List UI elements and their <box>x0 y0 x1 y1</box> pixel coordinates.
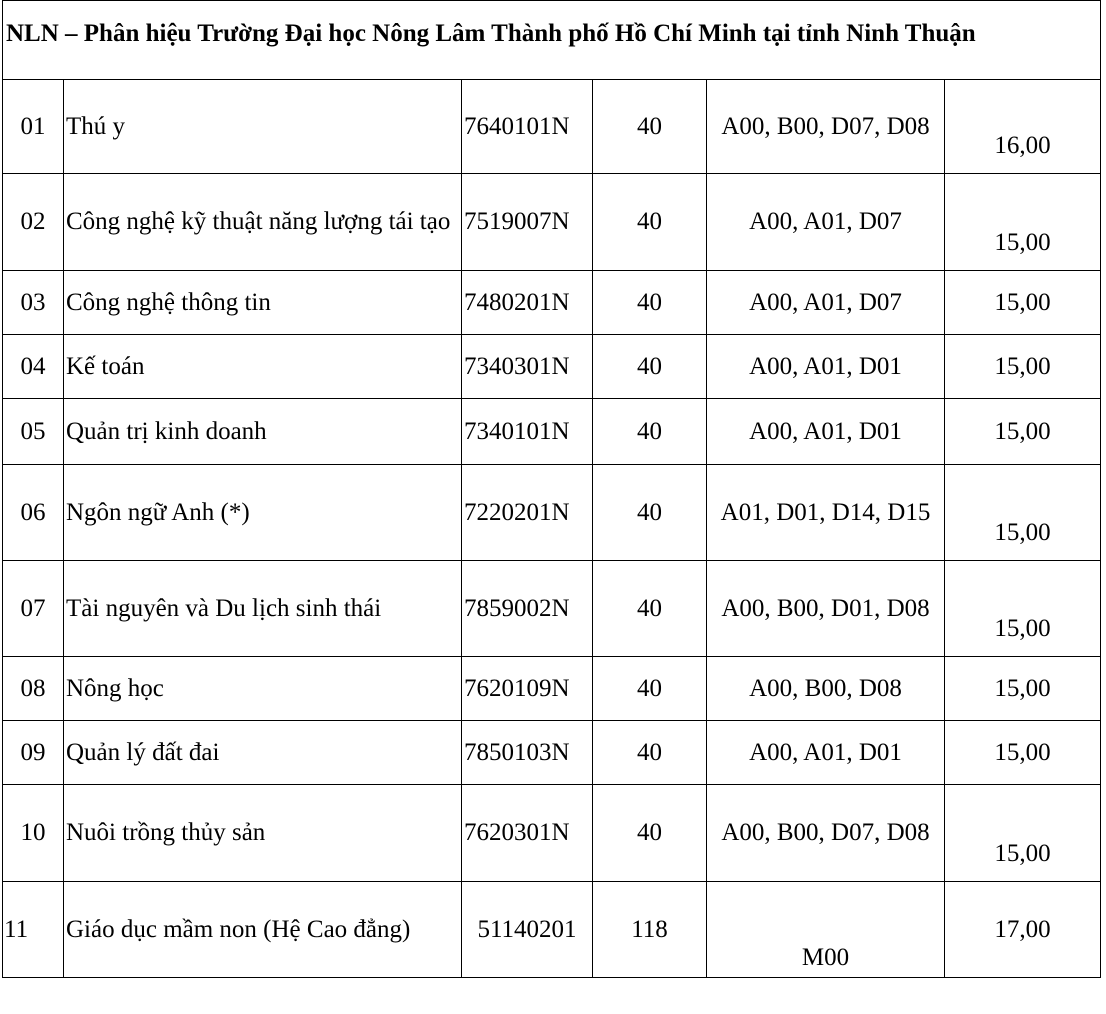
admission-score: 15,00 <box>945 561 1101 657</box>
row-number: 11 <box>3 882 64 978</box>
subject-combinations: A00, A01, D07 <box>707 174 945 271</box>
subject-combinations: A00, B00, D07, D08 <box>707 785 945 882</box>
table-row <box>3 657 1101 721</box>
quota: 40 <box>593 335 707 399</box>
subject-combinations: A00, B00, D07, D08 <box>707 80 945 174</box>
row-number: 03 <box>3 271 64 335</box>
table-row <box>3 882 1101 978</box>
row-number: 05 <box>3 399 64 465</box>
admission-score: 15,00 <box>945 721 1101 785</box>
school-title-row <box>3 1 1101 80</box>
major-code: 7620109N <box>462 657 593 721</box>
major-code: 51140201 <box>462 882 593 978</box>
quota: 40 <box>593 657 707 721</box>
table-row <box>3 721 1101 785</box>
school-title: NLN – Phân hiệu Trường Đại học Nông Lâm Thành phố Hồ Chí Minh tại tỉnh Ninh Thuận <box>3 1 1101 80</box>
major-name: Quản lý đất đai <box>64 721 462 785</box>
quota: 40 <box>593 561 707 657</box>
subject-combinations: M00 <box>707 882 945 978</box>
admission-score: 15,00 <box>945 465 1101 561</box>
table-row <box>3 465 1101 561</box>
quota: 40 <box>593 271 707 335</box>
table-row <box>3 399 1101 465</box>
major-name: Tài nguyên và Du lịch sinh thái <box>64 561 462 657</box>
admission-score: 15,00 <box>945 174 1101 271</box>
quota: 118 <box>593 882 707 978</box>
major-code: 7340301N <box>462 335 593 399</box>
quota: 40 <box>593 174 707 271</box>
major-name: Kế toán <box>64 335 462 399</box>
major-name: Ngôn ngữ Anh (*) <box>64 465 462 561</box>
admission-score: 15,00 <box>945 785 1101 882</box>
major-name: Quản trị kinh doanh <box>64 399 462 465</box>
admission-score: 15,00 <box>945 335 1101 399</box>
major-code: 7340101N <box>462 399 593 465</box>
table-row <box>3 80 1101 174</box>
quota: 40 <box>593 721 707 785</box>
subject-combinations: A01, D01, D14, D15 <box>707 465 945 561</box>
admission-score: 15,00 <box>945 657 1101 721</box>
subject-combinations: A00, A01, D07 <box>707 271 945 335</box>
subject-combinations: A00, A01, D01 <box>707 721 945 785</box>
quota: 40 <box>593 80 707 174</box>
major-name: Công nghệ kỹ thuật năng lượng tái tạo <box>64 174 462 271</box>
admission-score: 15,00 <box>945 399 1101 465</box>
subject-combinations: A00, A01, D01 <box>707 335 945 399</box>
row-number: 06 <box>3 465 64 561</box>
subject-combinations: A00, B00, D08 <box>707 657 945 721</box>
admission-score: 15,00 <box>945 271 1101 335</box>
row-number: 07 <box>3 561 64 657</box>
quota: 40 <box>593 465 707 561</box>
major-code: 7220201N <box>462 465 593 561</box>
admission-score: 17,00 <box>945 882 1101 978</box>
table-row <box>3 785 1101 882</box>
row-number: 02 <box>3 174 64 271</box>
major-name: Thú y <box>64 80 462 174</box>
major-name: Công nghệ thông tin <box>64 271 462 335</box>
major-name: Giáo dục mầm non (Hệ Cao đẳng) <box>64 882 462 978</box>
major-code: 7519007N <box>462 174 593 271</box>
quota: 40 <box>593 399 707 465</box>
admission-score-table <box>2 0 1101 978</box>
row-number: 08 <box>3 657 64 721</box>
major-code: 7850103N <box>462 721 593 785</box>
row-number: 01 <box>3 80 64 174</box>
row-number: 04 <box>3 335 64 399</box>
quota: 40 <box>593 785 707 882</box>
table-row <box>3 271 1101 335</box>
subject-combinations: A00, B00, D01, D08 <box>707 561 945 657</box>
admission-score: 16,00 <box>945 80 1101 174</box>
major-code: 7480201N <box>462 271 593 335</box>
table-row <box>3 174 1101 271</box>
row-number: 09 <box>3 721 64 785</box>
subject-combinations: A00, A01, D01 <box>707 399 945 465</box>
row-number: 10 <box>3 785 64 882</box>
major-name: Nông học <box>64 657 462 721</box>
major-code: 7640101N <box>462 80 593 174</box>
table-row <box>3 561 1101 657</box>
major-code: 7859002N <box>462 561 593 657</box>
major-code: 7620301N <box>462 785 593 882</box>
table-row <box>3 335 1101 399</box>
major-name: Nuôi trồng thủy sản <box>64 785 462 882</box>
